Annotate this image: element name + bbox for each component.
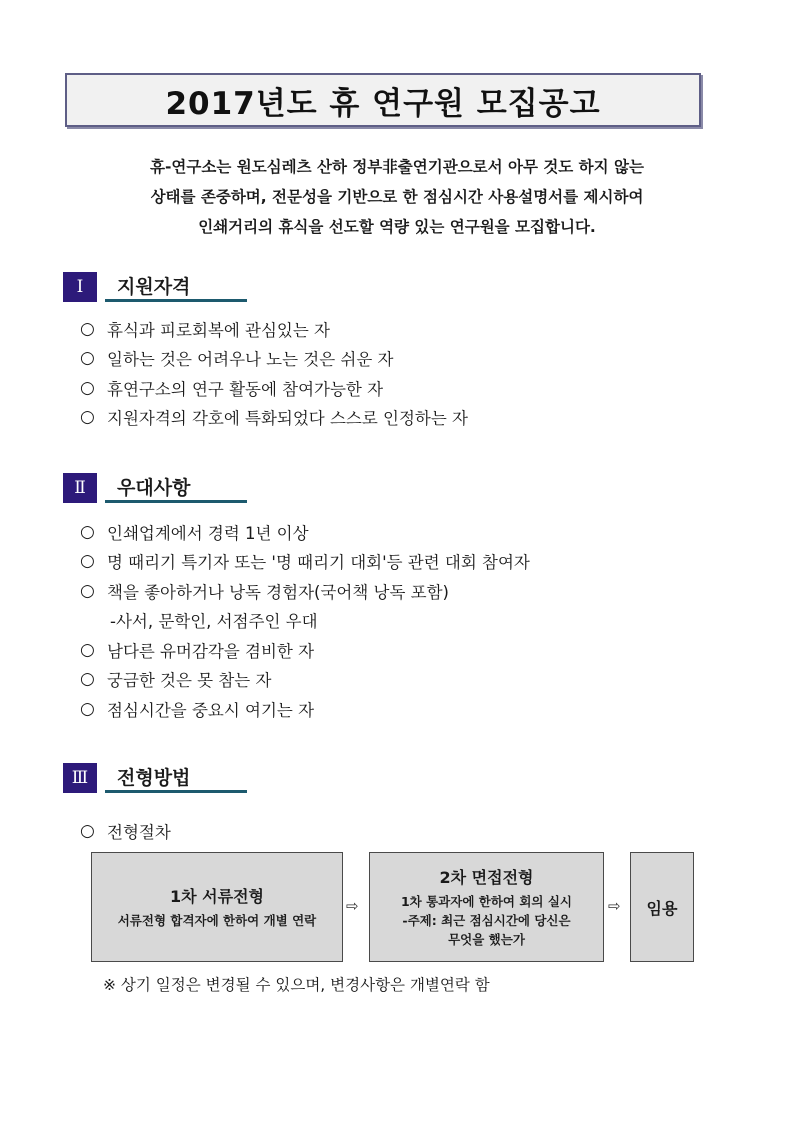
section-header-qualifications <box>63 272 247 302</box>
list-sub-item <box>80 606 530 636</box>
preferences-list <box>80 517 530 724</box>
process-step-2 <box>369 852 604 962</box>
section-number: Ⅱ <box>63 473 97 503</box>
list-item <box>80 314 468 344</box>
list-item <box>80 517 530 547</box>
section-title: 지원자격 <box>105 272 247 302</box>
list-item-text: 궁금한 것은 못 참는 자 <box>107 671 272 691</box>
intro-paragraph <box>70 152 724 242</box>
circle-bullet-icon: ○ <box>80 639 95 660</box>
selection-list <box>80 816 171 846</box>
circle-bullet-icon: ○ <box>80 698 95 719</box>
list-item <box>80 576 530 606</box>
circle-bullet-icon: ○ <box>80 551 95 572</box>
footnote: ※ 상기 일정은 변경될 수 있으며, 변경사항은 개별연락 함 <box>103 976 490 994</box>
list-item-text: 인쇄업계에서 경력 1년 이상 <box>107 523 309 543</box>
list-item <box>80 373 468 403</box>
arrow-right-icon: ⇨ <box>346 897 359 915</box>
step-description: -주제: 최근 점심시간에 당신은 <box>402 913 571 928</box>
list-item-text: 남다른 유머감각을 겸비한 자 <box>107 641 315 661</box>
step-title: 2차 면접전형 <box>439 868 534 887</box>
list-item <box>80 344 468 374</box>
page-title: 2017년도 휴 연구원 모집공고 <box>165 85 601 122</box>
circle-bullet-icon: ○ <box>80 318 95 339</box>
list-item <box>80 816 171 846</box>
step-title: 1차 서류전형 <box>170 887 264 906</box>
circle-bullet-icon: ○ <box>80 407 95 428</box>
intro-line: 휴-연구소는 원도심레츠 산하 정부非출연기관으로서 아무 것도 하지 않는 <box>150 158 644 176</box>
list-item <box>80 665 530 695</box>
list-item-text: 지원자격의 각호에 특화되었다 스스로 인정하는 자 <box>107 409 468 429</box>
section-title: 전형방법 <box>105 763 247 793</box>
process-step-3 <box>630 852 694 962</box>
title-box <box>65 73 701 127</box>
step-description: 무엇을 했는가 <box>448 932 525 947</box>
circle-bullet-icon: ○ <box>80 820 95 841</box>
step-description: 서류전형 합격자에 한하여 개별 연락 <box>117 913 317 928</box>
list-item-text: 책을 좋아하거나 낭독 경험자(국어책 낭독 포함) <box>107 582 449 602</box>
list-item-text: -사서, 문학인, 서점주인 우대 <box>110 612 318 632</box>
list-item-text: 명 때리기 특기자 또는 '명 때리기 대회'등 관련 대회 참여자 <box>107 553 530 573</box>
list-item <box>80 547 530 577</box>
arrow-right-icon: ⇨ <box>608 897 621 915</box>
intro-line: 상태를 존중하며, 전문성을 기반으로 한 점심시간 사용설명서를 제시하여 <box>150 188 644 206</box>
section-number: Ⅲ <box>63 763 97 793</box>
qualifications-list <box>80 314 468 432</box>
list-item-text: 휴식과 피로회복에 관심있는 자 <box>107 320 330 340</box>
section-title: 우대사항 <box>105 473 247 503</box>
intro-line: 인쇄거리의 휴식을 선도할 역량 있는 연구원을 모집합니다. <box>198 218 596 236</box>
circle-bullet-icon: ○ <box>80 348 95 369</box>
list-item-text: 점심시간을 중요시 여기는 자 <box>107 700 315 720</box>
list-item-text: 전형절차 <box>107 822 171 842</box>
circle-bullet-icon: ○ <box>80 377 95 398</box>
list-item <box>80 403 468 433</box>
circle-bullet-icon: ○ <box>80 669 95 690</box>
list-item <box>80 635 530 665</box>
list-item <box>80 694 530 724</box>
circle-bullet-icon: ○ <box>80 580 95 601</box>
section-number: Ⅰ <box>63 272 97 302</box>
process-step-1 <box>91 852 343 962</box>
circle-bullet-icon: ○ <box>80 521 95 542</box>
section-header-preferences <box>63 473 247 503</box>
step-description: 1차 통과자에 한하여 회의 실시 <box>400 894 572 909</box>
list-item-text: 휴연구소의 연구 활동에 참여가능한 자 <box>107 379 384 399</box>
list-item-text: 일하는 것은 어려우나 노는 것은 쉬운 자 <box>107 350 394 370</box>
step-title: 임용 <box>646 898 678 918</box>
section-header-selection <box>63 763 247 793</box>
